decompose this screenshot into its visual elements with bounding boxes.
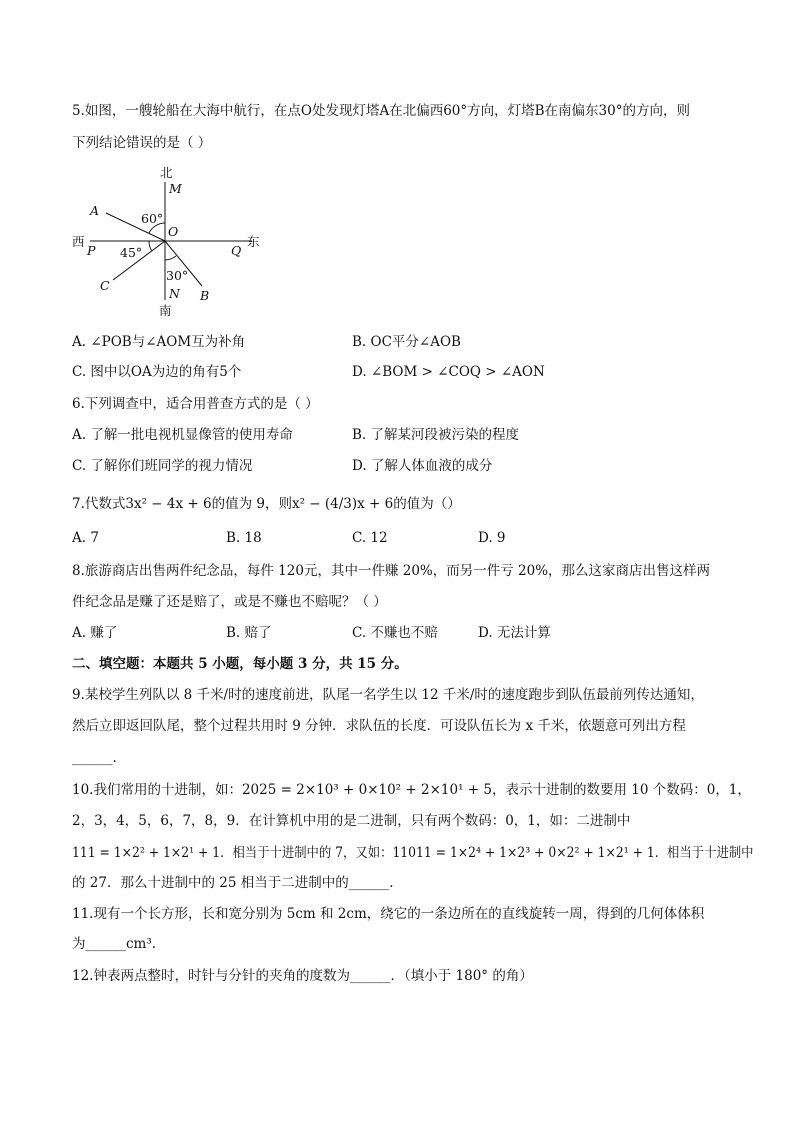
- label-q: Q: [231, 243, 242, 258]
- q6-stem: 6.下列调查中，适合用普查方式的是（ ）: [72, 396, 319, 412]
- q6-option-c: C. 了解你们班同学的视力情况: [72, 458, 253, 474]
- q8-option-a: A. 赚了: [72, 625, 118, 641]
- label-p: P: [87, 243, 96, 258]
- q8-option-b: B. 赔了: [226, 625, 272, 641]
- q5-stem-line2: 下列结论错误的是（ ）: [72, 135, 212, 151]
- q12-line1: 12.钟表两点整时，时针与分针的夹角的度数为______．（填小于 180° 的角）: [72, 968, 533, 984]
- q8-option-c: C. 不赚也不赔: [352, 625, 438, 641]
- label-angle-60: 60°: [141, 211, 164, 226]
- q5-option-a: A. ∠POB与∠AOM互为补角: [72, 334, 246, 350]
- label-c: C: [100, 278, 110, 293]
- q7-option-a: A. 7: [72, 530, 99, 546]
- q7-stem: 7.代数式3x² − 4x + 6的值为 9，则x² − (4/3)x + 6的值为（）: [72, 496, 461, 512]
- q6-option-a: A. 了解一批电视机显像管的使用寿命: [72, 427, 293, 443]
- q11-line2: 为______cm³.: [72, 936, 157, 952]
- section-heading: 二、填空题：本题共 5 小题，每小题 3 分，共 15 分。: [72, 656, 408, 672]
- q11-line1: 11.现有一个长方形，长和宽分别为 5cm 和 2cm，绕它的一条边所在的直线旋转一周，得到的几何体体积: [72, 906, 705, 922]
- q6-option-b: B. 了解某河段被污染的程度: [352, 427, 520, 443]
- q7-option-d: D. 9: [478, 530, 506, 546]
- q5-option-b: B. OC平分∠AOB: [352, 334, 461, 350]
- arc-45: [149, 241, 152, 251]
- q5-option-d: D. ∠BOM > ∠COQ > ∠AON: [352, 364, 545, 380]
- q10-line4: 的 27．那么十进制中的 25 相当于二进制中的______.: [72, 875, 394, 891]
- q5-option-c: C. 图中以OA为边的角有5个: [72, 364, 242, 380]
- q7-option-b: B. 18: [226, 530, 262, 546]
- label-n: N: [169, 286, 180, 301]
- q8-stem-line1: 8.旅游商店出售两件纪念品，每件 120元，其中一件赚 20%，而另一件亏 20%，那么这家商店出售这样两: [72, 563, 711, 579]
- q9-line2: 然后立即返回队尾，整个过程共用时 9 分钟．求队伍的长度．可设队伍长为 x 千米，依题意可列出方程: [72, 718, 686, 734]
- q7-option-c: C. 12: [352, 530, 388, 546]
- label-m: M: [169, 181, 182, 196]
- label-angle-45: 45°: [120, 245, 143, 260]
- q8-option-d: D. 无法计算: [478, 625, 551, 641]
- label-b: B: [200, 288, 210, 303]
- label-west: 西: [72, 234, 85, 249]
- q8-stem-line2: 件纪念品是赚了还是赔了，或是不赚也不赔呢？（ ）: [72, 594, 387, 610]
- label-a: A: [90, 203, 100, 218]
- q9-line1: 9.某校学生列队以 8 千米/时的速度前进，队尾一名学生以 12 千米/时的速度跑步到队伍最前列传达通知，: [72, 687, 704, 703]
- label-angle-30: 30°: [166, 268, 189, 283]
- label-north: 北: [160, 165, 173, 180]
- label-o: O: [168, 224, 179, 239]
- label-south: 南: [159, 303, 172, 318]
- q6-option-d: D. 了解人体血液的成分: [352, 458, 493, 474]
- q10-line3: 111 = 1×2² + 1×2¹ + 1．相当于十进制中的 7，又如：11011 = 1×2⁴ + 1×2³ + 0×2² + 1×2¹ + 1．相当于十进制中: [72, 845, 754, 861]
- compass-diagram: [70, 164, 280, 324]
- label-east: 东: [247, 234, 260, 249]
- q10-line1: 10.我们常用的十进制，如：2025 = 2×10³ + 0×10² + 2×10¹ + 5，表示十进制的数要用 10 个数码：0，1，: [72, 782, 751, 798]
- arc-30: [165, 256, 176, 260]
- q10-line2: 2，3，4，5，6，7，8，9．在计算机中用的是二进制，只有两个数码：0，1，如：二进制中: [72, 813, 631, 829]
- q9-line3: ______.: [72, 750, 117, 766]
- q5-stem-line1: 5.如图，一艘轮船在大海中航行，在点O处发现灯塔A在北偏西60°方向，灯塔B在南偏东30°的方向，则: [72, 103, 690, 119]
